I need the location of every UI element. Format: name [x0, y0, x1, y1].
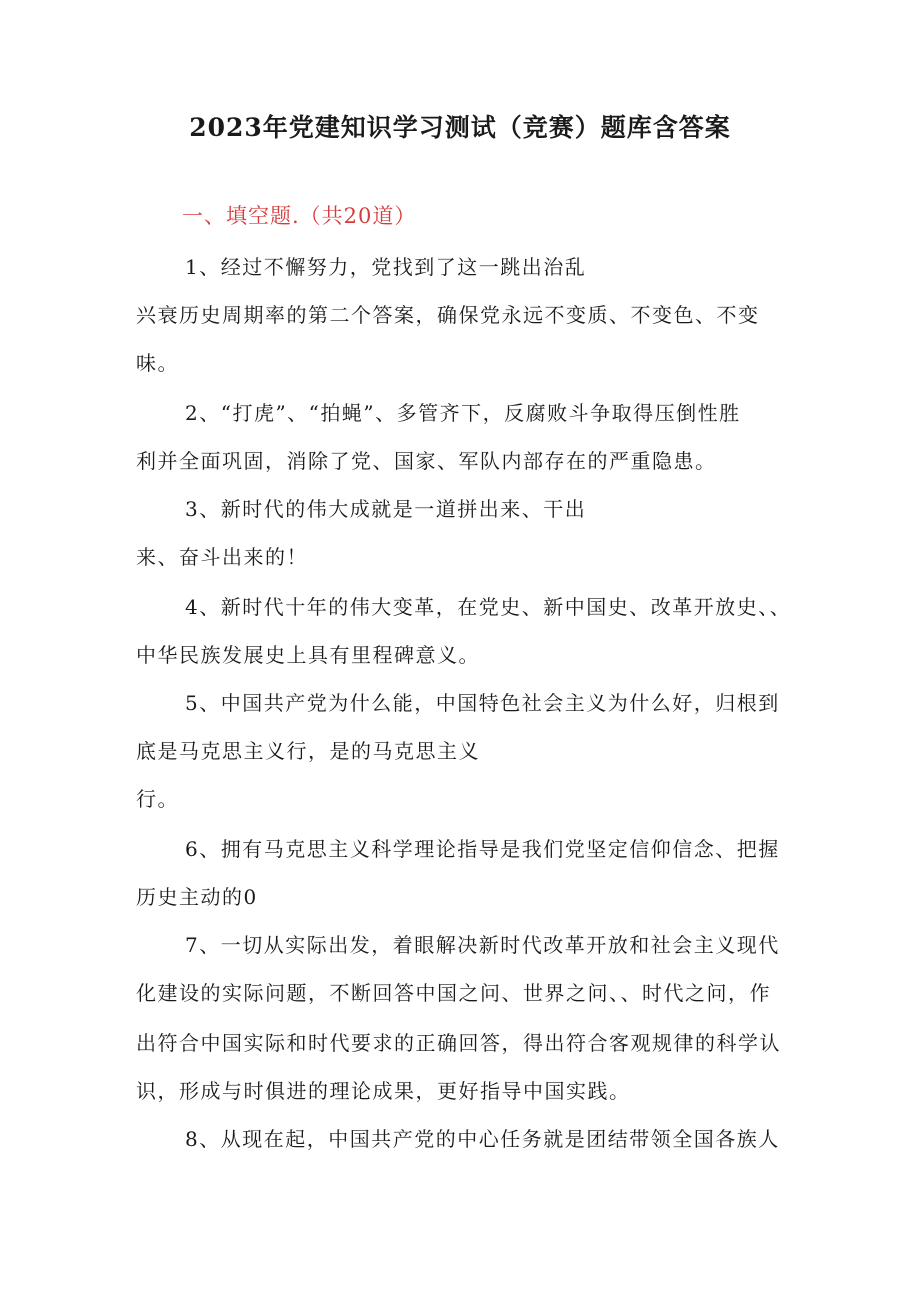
question-5-line-1: 5、中国共产党为什么能，中国特色社会主义为什么好，归根到 — [185, 691, 780, 715]
question-4-line-2: 中华民族发展史上具有里程碑意义。 — [136, 643, 480, 667]
question-6-line-1: 6、拥有马克思主义科学理论指导是我们党坚定信仰信念、把握 — [185, 837, 780, 861]
question-5-line-2: 底是马克思主义行，是的马克思主义 — [136, 739, 480, 763]
question-4-line-1: 4、新时代十年的伟大变革，在党史、新中国史、改革开放史、、 — [185, 595, 792, 619]
question-1-line-3: 味。 — [136, 351, 179, 375]
section-heading: 一、填空题.（共20道） — [182, 204, 417, 228]
question-6-line-2: 历史主动的0 — [136, 885, 258, 909]
question-1-line-1: 1、经过不懈努力，党找到了这一跳出治乱 — [185, 255, 587, 279]
question-8-line-1: 8、从现在起，中国共产党的中心任务就是团结带领全国各族人 — [185, 1127, 780, 1151]
question-7-line-4: 识，形成与时俱进的理论成果，更好指导中国实践。 — [136, 1079, 631, 1103]
question-3-line-2: 来、奋斗出来的！ — [136, 545, 308, 569]
document-title: 2023年党建知识学习测试（竞赛）题库含答案 — [189, 113, 731, 142]
question-5-line-3: 行。 — [136, 787, 179, 811]
question-7-line-2: 化建设的实际问题，不断回答中国之问、世界之问、、时代之问，作 — [136, 981, 771, 1005]
question-2-line-2: 利并全面巩固，消除了党、国家、军队内部存在的严重隐患。 — [136, 449, 717, 473]
question-7-line-3: 出符合中国实际和时代要求的正确回答，得出符合客观规律的科学认 — [136, 1031, 781, 1055]
question-2-line-1: 2、“打虎”、“拍蝇”、多管齐下，反腐败斗争取得压倒性胜 — [185, 401, 741, 425]
question-3-line-1: 3、新时代的伟大成就是一道拼出来、干出 — [185, 497, 587, 521]
question-1-line-2: 兴衰历史周期率的第二个答案，确保党永远不变质、不变色、不变 — [136, 303, 760, 327]
question-7-line-1: 7、一切从实际出发，着眼解决新时代改革开放和社会主义现代 — [185, 933, 780, 957]
